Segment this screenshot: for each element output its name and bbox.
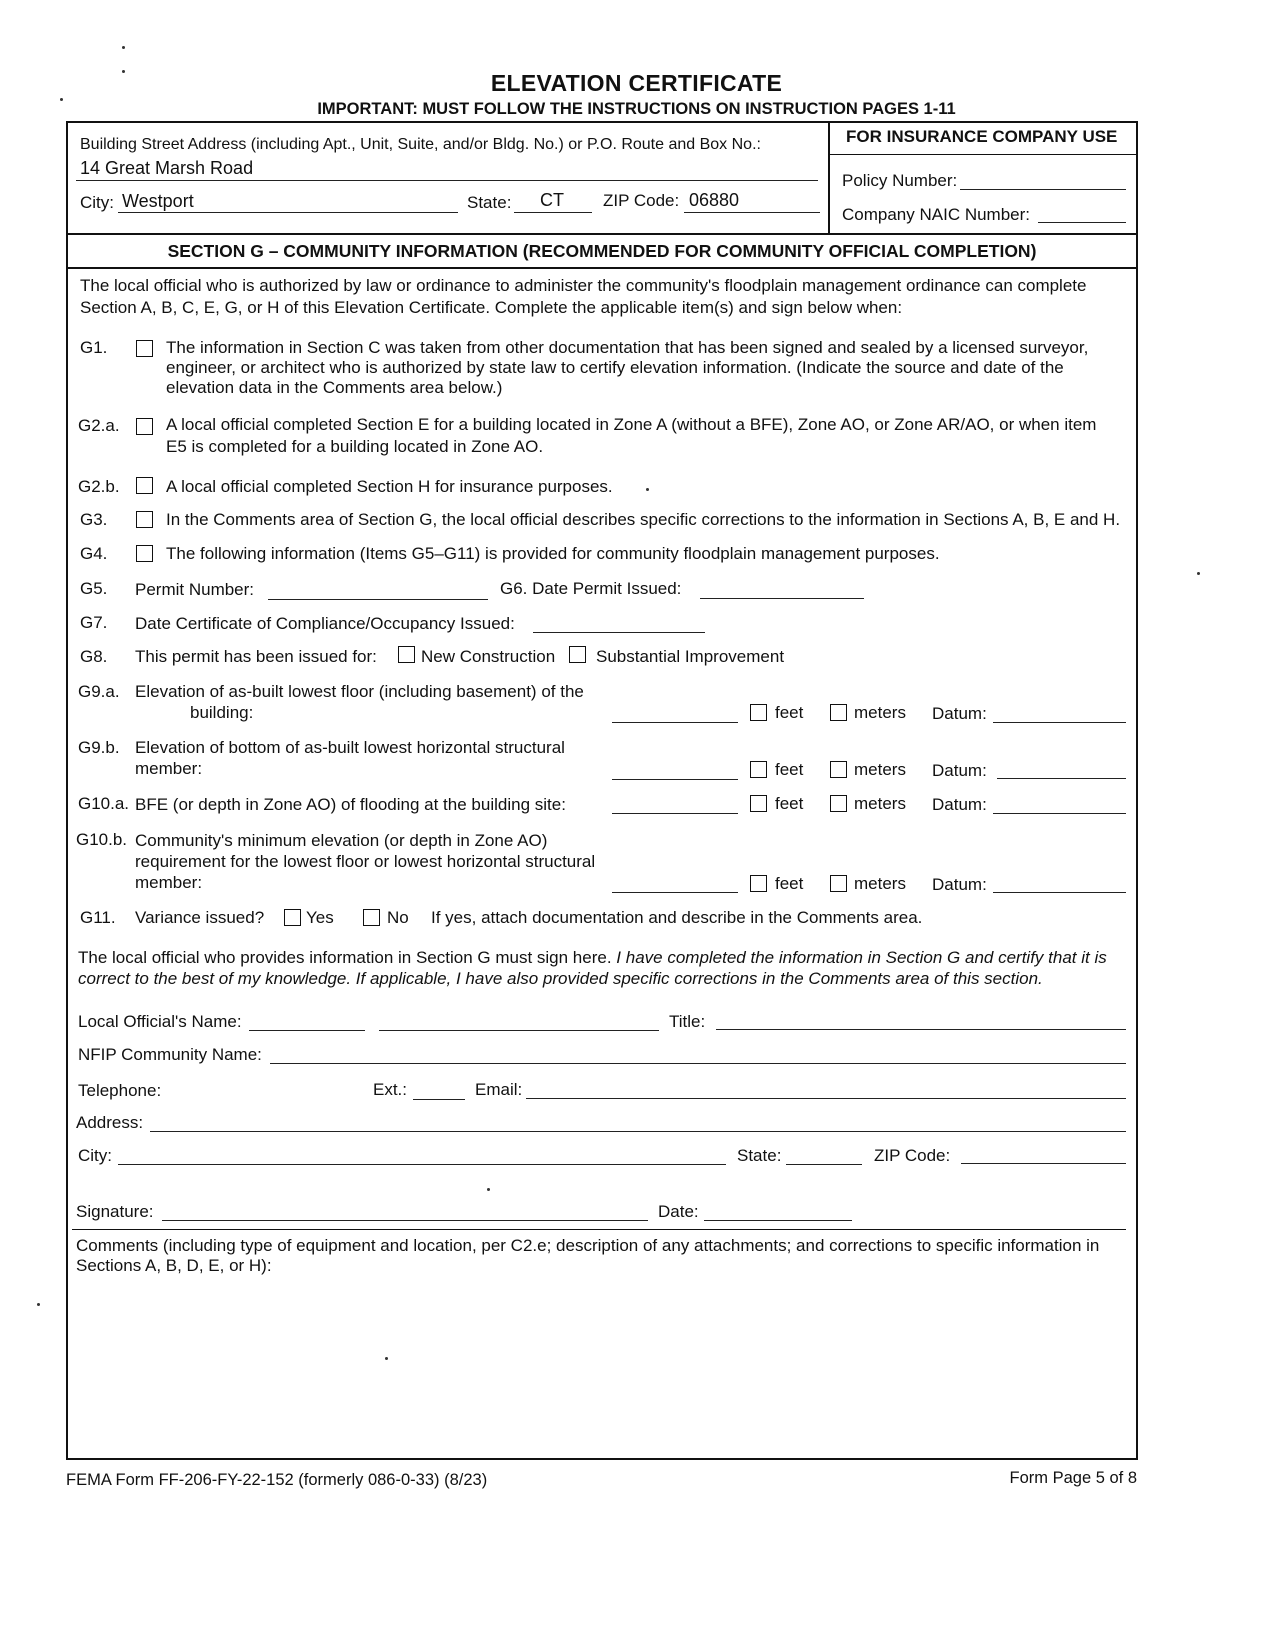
new-construction-label: New Construction xyxy=(421,647,556,666)
street-address-label: Building Street Address (including Apt., Unit, Suite, and/or Bldg. No.) or P.O. Route and Box No.: xyxy=(80,136,761,153)
g7-label: G7. xyxy=(80,613,108,632)
g2a-text-line-1: A local official completed Section E for a building located in Zone A (without a BFE), Zone AO, or Zone AR/AO, or when item xyxy=(166,415,1097,434)
state-line xyxy=(514,212,592,213)
signature-date-line[interactable] xyxy=(704,1220,852,1221)
g1-text-line-3: elevation data in the Comments area below.) xyxy=(166,378,503,397)
variance-yes-label: Yes xyxy=(306,908,334,927)
g10b-elevation-line[interactable] xyxy=(612,892,738,893)
g10b-meters-label: meters xyxy=(854,874,906,893)
official-city-line[interactable] xyxy=(118,1164,726,1165)
g11-text: Variance issued? xyxy=(135,908,265,927)
street-address-line xyxy=(76,180,818,181)
form-identifier: FEMA Form FF-206-FY-22-152 (formerly 086-0-33) (8/23) xyxy=(66,1471,488,1489)
g10a-text: BFE (or depth in Zone AO) of flooding at the building site: xyxy=(135,795,566,814)
official-address-label: Address: xyxy=(76,1113,144,1132)
extension-label: Ext.: xyxy=(373,1080,408,1099)
g10b-text-line-1: Community's minimum elevation (or depth in Zone AO) xyxy=(135,831,548,850)
g10b-datum-line[interactable] xyxy=(993,892,1126,893)
scan-speck xyxy=(487,1188,490,1191)
g9b-meters-checkbox[interactable] xyxy=(830,761,847,778)
g10b-feet-label: feet xyxy=(775,874,804,893)
g2a-checkbox[interactable] xyxy=(136,418,153,435)
g9a-label: G9.a. xyxy=(78,682,120,701)
extension-line[interactable] xyxy=(413,1099,465,1100)
g9a-meters-label: meters xyxy=(854,703,906,722)
variance-no-checkbox[interactable] xyxy=(363,909,380,926)
permit-number-line[interactable] xyxy=(268,599,488,600)
state-label: State: xyxy=(467,193,512,212)
official-state-line[interactable] xyxy=(786,1164,862,1165)
g1-text-line-1: The information in Section C was taken from other documentation that has been signed and sealed by a licensed surveyor, xyxy=(166,338,1089,357)
g9b-datum-line[interactable] xyxy=(997,778,1126,779)
g2b-label: G2.b. xyxy=(78,477,120,496)
official-city-label: City: xyxy=(78,1146,112,1165)
certification-text: The local official who provides information in Section G must sign here. xyxy=(78,948,612,967)
g9b-label: G9.b. xyxy=(78,738,120,757)
official-name-label: Local Official's Name: xyxy=(78,1012,242,1031)
g9b-elevation-line[interactable] xyxy=(612,779,738,780)
g2b-text: A local official completed Section H for insurance purposes. xyxy=(166,477,613,496)
signature-label: Signature: xyxy=(76,1202,154,1221)
date-compliance-line[interactable] xyxy=(533,632,705,633)
official-last-name-line[interactable] xyxy=(379,1030,659,1031)
intro-line-1: The local official who is authorized by law or ordinance to administer the community's floodplain management ordinance can complete xyxy=(80,276,1087,295)
official-zip-line[interactable] xyxy=(961,1163,1126,1164)
certification-statement: I have completed the information in Section G and certify that it is xyxy=(616,948,1107,967)
g2a-text-line-2: E5 is completed for a building located in Zone AO. xyxy=(166,437,544,456)
variance-yes-checkbox[interactable] xyxy=(284,909,301,926)
g9b-feet-checkbox[interactable] xyxy=(750,761,767,778)
g9b-text-line-2: member: xyxy=(135,759,203,778)
comments-area[interactable] xyxy=(76,1282,1126,1452)
g9a-feet-label: feet xyxy=(775,703,804,722)
g9a-elevation-line[interactable] xyxy=(612,722,738,723)
street-address-value[interactable]: 14 Great Marsh Road xyxy=(80,158,254,178)
insurance-box-title: FOR INSURANCE COMPANY USE xyxy=(846,127,1118,146)
policy-number-label: Policy Number: xyxy=(842,171,958,190)
g1-checkbox[interactable] xyxy=(136,340,153,357)
g8-text: This permit has been issued for: xyxy=(135,647,377,666)
g3-text: In the Comments area of Section G, the local official describes specific corrections to the information in Sections A, B, E and H. xyxy=(166,510,1121,529)
insurance-divider xyxy=(828,121,830,234)
g9a-feet-checkbox[interactable] xyxy=(750,704,767,721)
email-label: Email: xyxy=(475,1080,523,1099)
g10a-meters-checkbox[interactable] xyxy=(830,795,847,812)
scan-speck xyxy=(122,46,125,49)
g2a-label: G2.a. xyxy=(78,416,120,435)
g10b-text-line-3: member: xyxy=(135,873,203,892)
official-first-name-line[interactable] xyxy=(249,1030,365,1031)
naic-number-line[interactable] xyxy=(1038,222,1126,223)
scan-speck xyxy=(1197,572,1200,575)
g10b-meters-checkbox[interactable] xyxy=(830,875,847,892)
city-line xyxy=(118,212,458,213)
zip-value[interactable]: 06880 xyxy=(689,190,740,210)
g10a-meters-label: meters xyxy=(854,794,906,813)
official-state-label: State: xyxy=(737,1146,782,1165)
g10a-feet-label: feet xyxy=(775,794,804,813)
scan-speck xyxy=(646,488,649,491)
city-label: City: xyxy=(80,193,114,212)
g4-label: G4. xyxy=(80,544,108,563)
variance-no-label: No xyxy=(387,908,409,927)
insurance-title-rule xyxy=(828,154,1138,155)
g9a-text-line-2: building: xyxy=(190,703,254,722)
official-title-label: Title: xyxy=(669,1012,706,1031)
section-bottom-rule xyxy=(66,267,1138,269)
g11-label: G11. xyxy=(80,908,116,927)
g10a-feet-checkbox[interactable] xyxy=(750,795,767,812)
g9a-datum-label: Datum: xyxy=(932,704,987,723)
form-title: ELEVATION CERTIFICATE xyxy=(490,70,783,96)
comments-divider xyxy=(72,1229,1126,1230)
g9b-feet-label: feet xyxy=(775,760,804,779)
form-subtitle: IMPORTANT: MUST FOLLOW THE INSTRUCTIONS ON INSTRUCTION PAGES 1-11 xyxy=(317,100,956,118)
g10a-datum-label: Datum: xyxy=(932,795,987,814)
telephone-label: Telephone: xyxy=(78,1081,162,1100)
page-number: Form Page 5 of 8 xyxy=(1009,1469,1137,1487)
g10b-datum-label: Datum: xyxy=(932,875,987,894)
g3-label: G3. xyxy=(80,510,108,529)
g4-checkbox[interactable] xyxy=(136,545,153,562)
g10a-elevation-line[interactable] xyxy=(612,813,738,814)
g8-label: G8. xyxy=(80,647,108,666)
scan-speck xyxy=(37,1303,40,1306)
g10b-feet-checkbox[interactable] xyxy=(750,875,767,892)
g9b-text-line-1: Elevation of bottom of as-built lowest horizontal structural xyxy=(135,738,565,757)
community-name-label: NFIP Community Name: xyxy=(78,1045,262,1064)
g9b-datum-label: Datum: xyxy=(932,761,987,780)
g5-label: G5. xyxy=(80,579,108,598)
g9b-meters-label: meters xyxy=(854,760,906,779)
g9a-text-line-1: Elevation of as-built lowest floor (including basement) of the xyxy=(135,682,584,701)
g9a-datum-line[interactable] xyxy=(993,722,1126,723)
new-construction-checkbox[interactable] xyxy=(398,646,415,663)
g2b-checkbox[interactable] xyxy=(136,477,153,494)
variance-note: If yes, attach documentation and describe in the Comments area. xyxy=(431,908,923,927)
comments-label-line-1: Comments (including type of equipment and location, per C2.e; description of any attachments; and corrections to specific information in xyxy=(76,1236,1100,1255)
g1-label: G1. xyxy=(80,338,108,357)
zip-label: ZIP Code: xyxy=(603,191,680,210)
date-compliance-label: Date Certificate of Compliance/Occupancy Issued: xyxy=(135,614,515,633)
email-line[interactable] xyxy=(526,1098,1126,1099)
official-address-line[interactable] xyxy=(150,1131,1126,1132)
signature-date-label: Date: xyxy=(658,1202,699,1221)
g3-checkbox[interactable] xyxy=(136,511,153,528)
city-value[interactable]: Westport xyxy=(122,191,194,211)
official-title-line[interactable] xyxy=(716,1029,1126,1030)
intro-line-2: Section A, B, C, E, G, or H of this Elevation Certificate. Complete the applicable item(s) and sign below when: xyxy=(80,298,903,317)
date-permit-issued-label: G6. Date Permit Issued: xyxy=(500,579,682,598)
naic-number-label: Company NAIC Number: xyxy=(842,205,1031,224)
g10a-datum-line[interactable] xyxy=(993,813,1126,814)
section-g-heading: SECTION G – COMMUNITY INFORMATION (RECOMMENDED FOR COMMUNITY OFFICIAL COMPLETION) xyxy=(167,241,1037,261)
g9a-meters-checkbox[interactable] xyxy=(830,704,847,721)
date-permit-issued-line[interactable] xyxy=(700,598,864,599)
substantial-improvement-checkbox[interactable] xyxy=(569,646,586,663)
g4-text: The following information (Items G5–G11) is provided for community floodplain management purposes. xyxy=(166,544,940,563)
g10a-label: G10.a. xyxy=(78,794,130,813)
g10b-label: G10.b. xyxy=(76,830,128,849)
zip-line xyxy=(684,212,820,213)
policy-number-line[interactable] xyxy=(960,189,1126,190)
comments-label-line-2: Sections A, B, D, E, or H): xyxy=(76,1256,272,1275)
official-zip-label: ZIP Code: xyxy=(874,1146,951,1165)
permit-number-label: Permit Number: xyxy=(135,580,255,599)
signature-line[interactable] xyxy=(162,1220,648,1221)
state-value[interactable]: CT xyxy=(540,190,564,210)
community-name-line[interactable] xyxy=(270,1063,1126,1064)
g10b-text-line-2: requirement for the lowest floor or lowest horizontal structural xyxy=(135,852,596,871)
g1-text-line-2: engineer, or architect who is authorized by state law to certify elevation information. (Indicate the source and date of the xyxy=(166,358,1064,377)
section-top-rule xyxy=(66,233,1138,235)
certification-statement-line-2: correct to the best of my knowledge. If applicable, I have also provided specific corrections in the Comments area of this section. xyxy=(78,969,1043,988)
substantial-improvement-label: Substantial Improvement xyxy=(596,647,785,666)
